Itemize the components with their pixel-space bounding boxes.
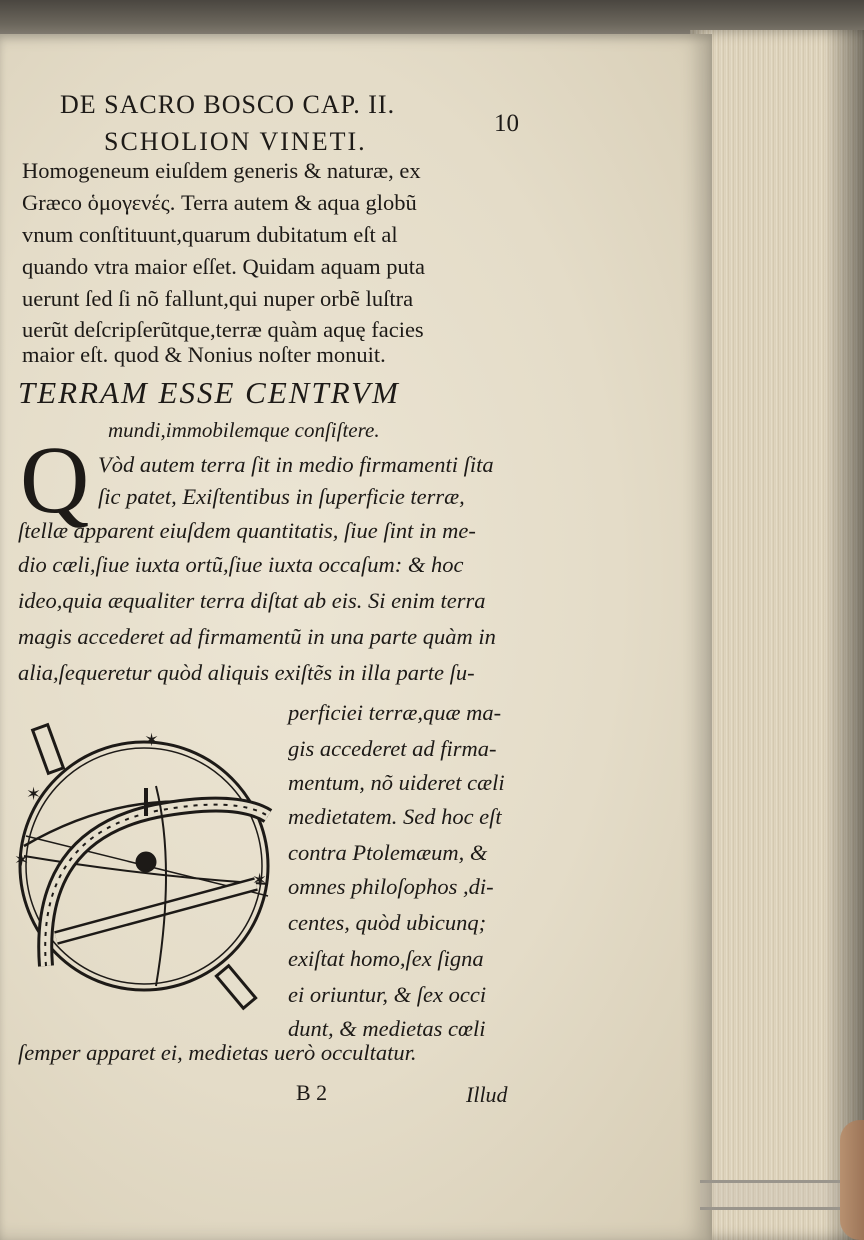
scholion-line: Homogeneum eiuſdem generis & naturæ, ex — [22, 158, 421, 183]
body-line: ſic patet, Exiſtentibus in ſuperficie terræ, — [98, 484, 465, 509]
chapter-heading: TERRAM ESSE CENTRVM — [18, 375, 400, 410]
body-side-line: omnes philoſophos ,di- — [288, 874, 494, 899]
body-side-line: mentum, nõ uideret cæli — [288, 770, 505, 795]
body-side-line: perficiei terræ,quæ ma- — [288, 700, 502, 725]
scholion-line: uerũt deſcripſerũtque,terræ quàm aquę facies — [22, 317, 424, 342]
body-side-line: contra Ptolemæum, & — [288, 840, 488, 865]
page-block-edges — [690, 30, 864, 1240]
scholion-line: vnum conſtituunt,quarum dubitatum eſt al — [22, 222, 398, 247]
svg-text:✶: ✶ — [144, 730, 160, 751]
body-line: ideo,quia æqualiter terra diſtat ab eis. Si enim terra — [18, 588, 486, 613]
body-side-line: medietatem. Sed hoc eſt — [288, 804, 502, 829]
scholion-line: uerunt ſed ſi nõ fallunt,qui nuper orbẽ luſtra — [22, 286, 414, 311]
drop-initial: Q — [20, 426, 90, 533]
signature-mark: B 2 — [296, 1080, 328, 1105]
body-line: ſemper apparet ei, medietas uerò occultatur. — [18, 1040, 417, 1065]
body-side-line: exiſtat homo,ſex ſigna — [288, 946, 484, 971]
chapter-subheading: mundi,immobilemque conſiſtere. — [108, 418, 380, 442]
body-side-line: dunt, & medietas cœli — [288, 1016, 486, 1041]
body-line: ſtellæ apparent eiuſdem quantitatis, ſiue ſint in me- — [18, 518, 476, 543]
body-side-line: gis accederet ad firma- — [288, 736, 497, 761]
body-line: dio cæli,ſiue iuxta ortũ,ſiue iuxta occaſum: & hoc — [18, 552, 464, 577]
body-side-line: centes, quòd ubicunq; — [288, 910, 487, 935]
body-side-line: ei oriuntur, & ſex occi — [288, 982, 487, 1007]
catchword: Illud — [466, 1082, 508, 1107]
svg-text:✶: ✶ — [14, 850, 30, 871]
scholion-line: Græco ὁμογενές. Terra autem & aqua globũ — [22, 190, 417, 215]
armillary-sphere-woodcut-icon — [6, 716, 282, 1016]
scholion-line: maior eſt. quod & Nonius noſter monuit. — [22, 342, 386, 367]
running-title: DE SACRO BOSCO CAP. II. — [60, 90, 396, 119]
section-title: SCHOLION VINETI. — [104, 127, 367, 156]
svg-text:✶: ✶ — [26, 784, 42, 805]
svg-text:✶: ✶ — [252, 870, 268, 891]
folio-number: 10 — [494, 110, 519, 137]
scholion-line: quando vtra maior eſſet. Quidam aquam puta — [22, 254, 426, 279]
body-line: magis accederet ad firmamentũ in una parte quàm in — [18, 624, 496, 649]
body-line: Vòd autem terra ſit in medio firmamenti ſita — [98, 452, 494, 477]
body-line: alia,ſequeretur quòd aliquis exiſtẽs in illa parte ſu- — [18, 660, 475, 685]
holder-thumb — [840, 1120, 864, 1240]
